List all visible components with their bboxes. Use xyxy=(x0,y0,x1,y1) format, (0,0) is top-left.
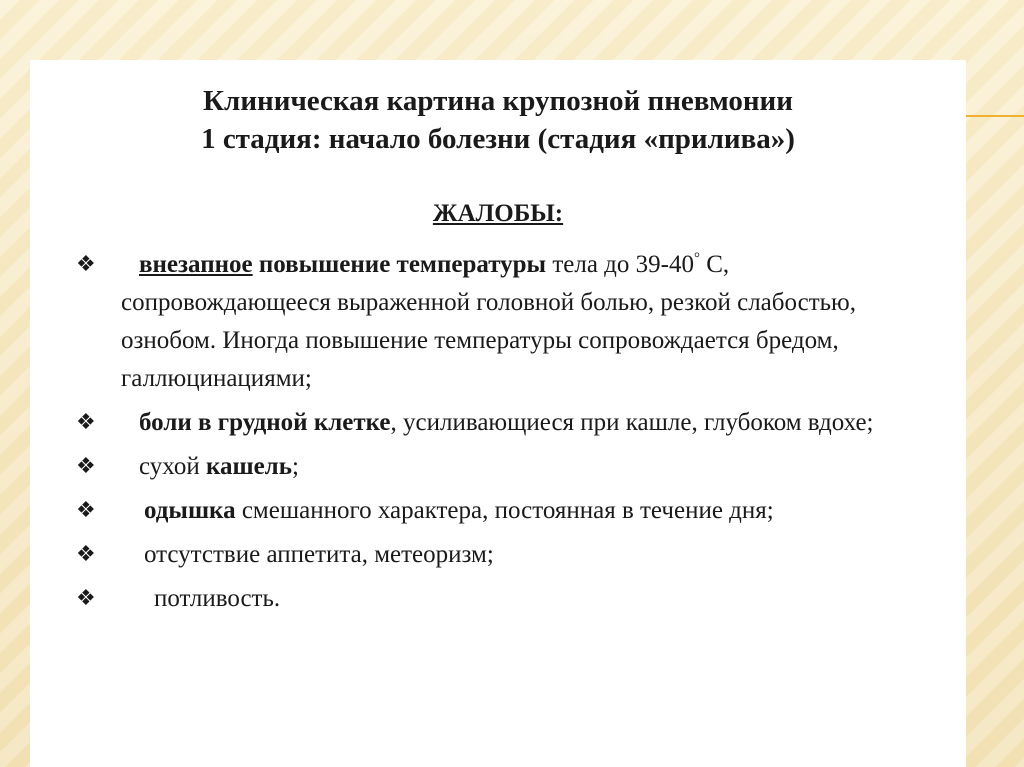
diamond-bullet-icon: ❖ xyxy=(76,498,96,523)
item-1-text-a: тела до 39-40 xyxy=(546,251,694,278)
item-2-text: , усиливающиеся при кашле, глубоком вдохе; xyxy=(390,409,874,436)
item-3-bold: кашель xyxy=(205,453,292,480)
list-item xyxy=(76,536,936,574)
item-1-text-b: С, сопровождающееся выраженной головной болью, резкой слабостью, ознобом. Иногда повышение температуры сопровождается бредом, галлюцинациями; xyxy=(121,251,856,392)
list-item xyxy=(76,492,936,530)
list-item xyxy=(76,404,936,442)
title-line-2: 1 стадия: начало болезни (стадия «прилива») xyxy=(201,123,795,155)
item-2-bold: боли в грудной клетке xyxy=(139,409,391,436)
list-item xyxy=(76,448,936,486)
item-1-lead-underlined: внезапное xyxy=(139,251,253,278)
title-line-1: Клиническая картина крупозной пневмонии xyxy=(203,85,793,117)
list-item xyxy=(76,246,936,398)
item-6-text: потливость. xyxy=(154,585,281,612)
degree-symbol: ° xyxy=(693,250,700,267)
accent-line xyxy=(966,115,1024,117)
diamond-bullet-icon: ❖ xyxy=(76,252,96,277)
diamond-bullet-icon: ❖ xyxy=(76,454,96,479)
complaints-list xyxy=(76,246,936,624)
item-5-text: отсутствие аппетита, метеоризм; xyxy=(144,541,494,568)
item-3-text-a: сухой xyxy=(139,453,206,480)
complaints-heading: ЖАЛОБЫ: xyxy=(432,200,564,227)
slide xyxy=(30,60,966,767)
item-4-bold: одышка xyxy=(144,497,236,524)
list-item xyxy=(76,580,936,618)
diamond-bullet-icon: ❖ xyxy=(76,410,96,435)
diamond-bullet-icon: ❖ xyxy=(76,586,96,611)
item-1-lead-bold: повышение температуры xyxy=(252,251,547,278)
item-3-text-b: ; xyxy=(291,453,299,480)
diamond-bullet-icon: ❖ xyxy=(76,542,96,567)
slide-title xyxy=(30,82,966,158)
item-4-text: смешанного характера, постоянная в течение дня; xyxy=(235,497,774,524)
